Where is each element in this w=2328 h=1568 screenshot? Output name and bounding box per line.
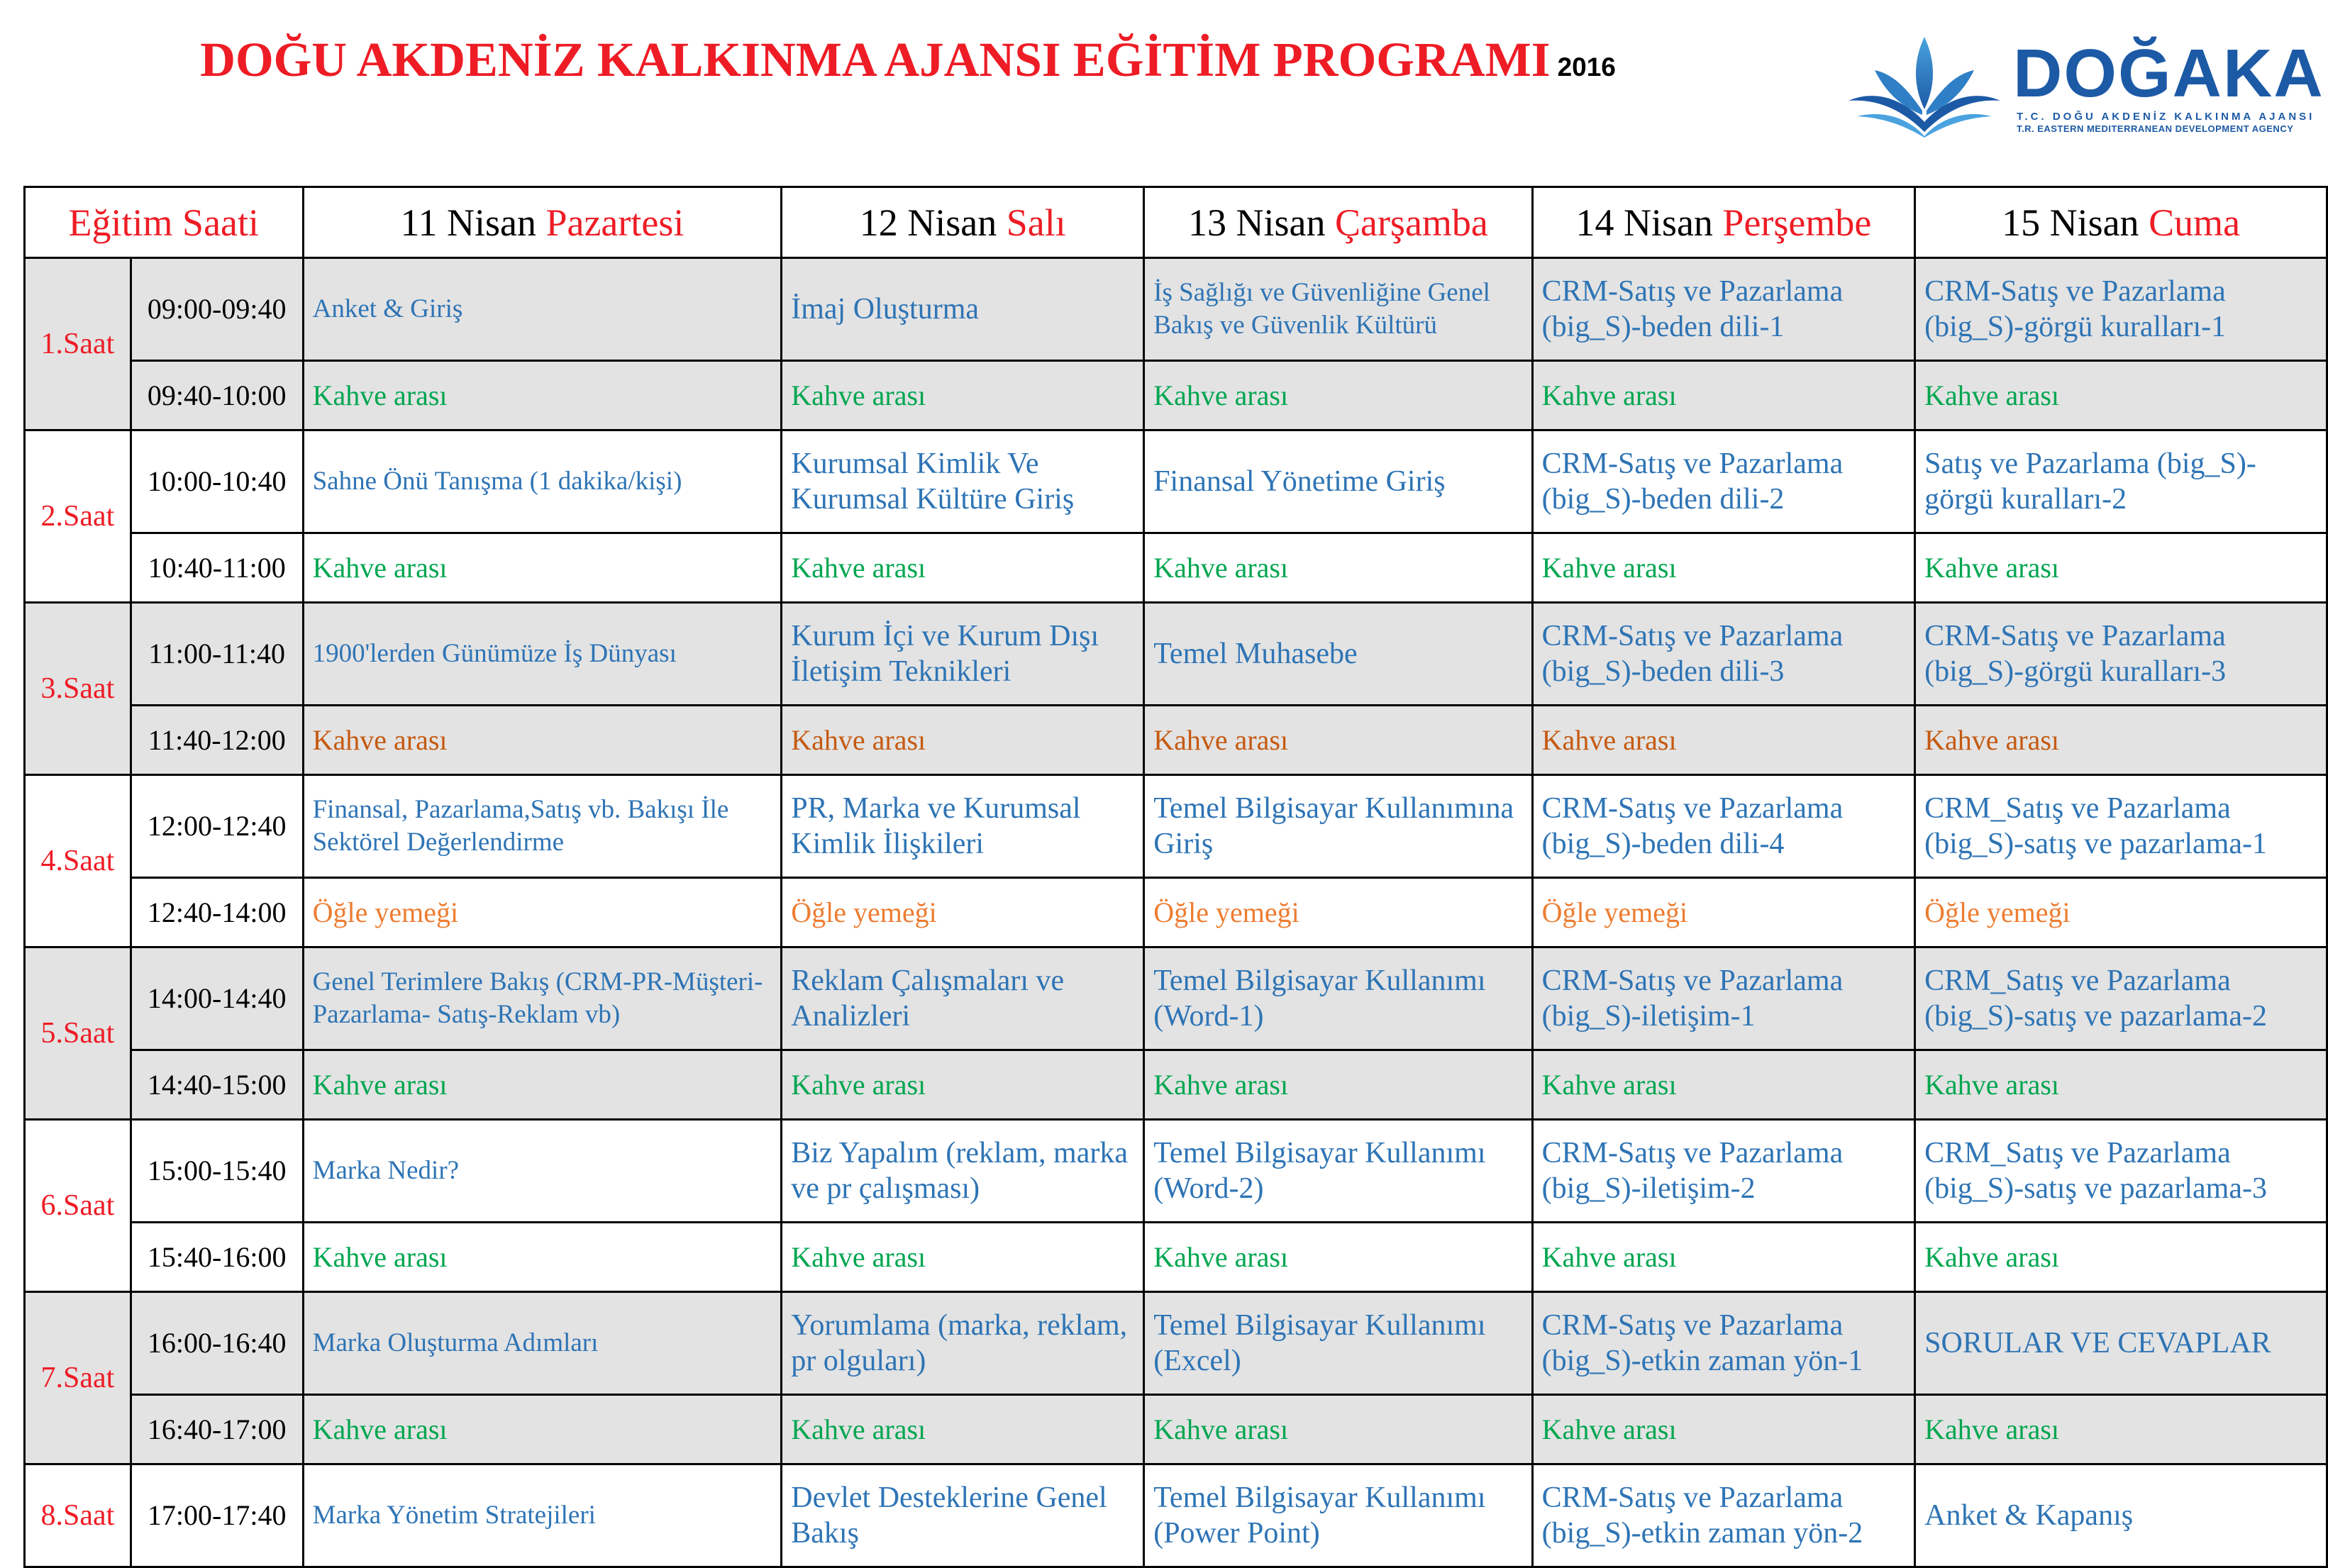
slot-label: 8.Saat [25, 1464, 131, 1567]
session-cell: CRM_Satış ve Pazarlama (big_S)-satış ve pazarlama-1 [1915, 775, 2327, 878]
session-row [25, 258, 2327, 361]
page-title: DOĞU AKDENİZ KALKINMA AJANSI EĞİTİM PROGRAMI [200, 33, 1551, 87]
session-cell: Satış ve Pazarlama (big_S)-görgü kuralları-2 [1915, 430, 2327, 533]
break-cell: Kahve arası [1532, 1223, 1914, 1292]
session-cell: Anket & Giriş [303, 258, 782, 361]
session-row [25, 430, 2327, 533]
session-row [25, 775, 2327, 878]
break-cell: Kahve arası [1915, 1223, 2327, 1292]
session-cell: Temel Muhasebe [1144, 603, 1532, 706]
break-cell: Kahve arası [1144, 706, 1532, 775]
session-cell: Reklam Çalışmaları ve Analizleri [782, 947, 1144, 1050]
break-cell: Kahve arası [303, 706, 782, 775]
slot-label: 4.Saat [25, 775, 131, 947]
day-header-tuesday: 12 Nisan Salı [782, 187, 1144, 258]
session-cell: Marka Oluşturma Adımları [303, 1292, 782, 1395]
session-cell: CRM-Satış ve Pazarlama (big_S)-etkin zaman yön-1 [1532, 1292, 1914, 1395]
header-row [25, 187, 2327, 258]
slot-label: 3.Saat [25, 603, 131, 775]
session-cell: Genel Terimlere Bakış (CRM-PR-Müşteri-Pazarlama- Satış-Reklam vb) [303, 947, 782, 1050]
time-cell: 09:00-09:40 [131, 258, 303, 361]
session-cell: CRM-Satış ve Pazarlama (big_S)-beden dili-4 [1532, 775, 1914, 878]
corner-header: Eğitim Saati [25, 187, 304, 258]
session-row [25, 1464, 2327, 1567]
break-cell: Kahve arası [303, 1395, 782, 1464]
time-cell: 16:40-17:00 [131, 1395, 303, 1464]
logo-subtitle-tr: T.C. DOĞU AKDENİZ KALKINMA AJANSI [2017, 111, 2315, 123]
break-cell: Kahve arası [782, 1050, 1144, 1120]
session-row [25, 947, 2327, 1050]
time-cell: 15:40-16:00 [131, 1223, 303, 1292]
break-cell: Kahve arası [1144, 533, 1532, 603]
break-cell: Kahve arası [782, 361, 1144, 430]
slot-label: 1.Saat [25, 258, 131, 430]
session-cell: Temel Bilgisayar Kullanımı (Excel) [1144, 1292, 1532, 1395]
lunch-cell: Öğle yemeği [1144, 878, 1532, 947]
logo-subtitle-en: T.R. EASTERN MEDITERRANEAN DEVELOPMENT AGENCY [2017, 123, 2294, 134]
session-cell: Biz Yapalım (reklam, marka ve pr çalışması) [782, 1120, 1144, 1223]
time-cell: 16:00-16:40 [131, 1292, 303, 1395]
break-cell: Kahve arası [303, 533, 782, 603]
lunch-cell: Öğle yemeği [1915, 878, 2327, 947]
time-cell: 10:40-11:00 [131, 533, 303, 603]
day-header-thursday: 14 Nisan Perşembe [1532, 187, 1914, 258]
session-cell: CRM-Satış ve Pazarlama (big_S)-beden dili-3 [1532, 603, 1914, 706]
break-row [25, 1395, 2327, 1464]
time-cell: 17:00-17:40 [131, 1464, 303, 1567]
time-cell: 12:00-12:40 [131, 775, 303, 878]
break-cell: Kahve arası [1144, 361, 1532, 430]
break-cell: Kahve arası [782, 706, 1144, 775]
break-cell: Kahve arası [1915, 533, 2327, 603]
day-header-friday: 15 Nisan Cuma [1915, 187, 2327, 258]
schedule-table [23, 186, 2328, 1568]
session-cell: Marka Nedir? [303, 1120, 782, 1223]
title-bar [0, 32, 1816, 88]
session-cell: CRM-Satış ve Pazarlama (big_S)-görgü kuralları-1 [1915, 258, 2327, 361]
session-cell: Temel Bilgisayar Kullanımına Giriş [1144, 775, 1532, 878]
session-cell: SORULAR VE CEVAPLAR [1915, 1292, 2327, 1395]
break-row [25, 1050, 2327, 1120]
session-cell: Finansal, Pazarlama,Satış vb. Bakışı İle Sektörel Değerlendirme [303, 775, 782, 878]
session-cell: CRM-Satış ve Pazarlama (big_S)-beden dili-2 [1532, 430, 1914, 533]
break-cell: Kahve arası [1532, 361, 1914, 430]
dogaka-logo [1843, 31, 2324, 138]
time-cell: 15:00-15:40 [131, 1120, 303, 1223]
session-cell: CRM-Satış ve Pazarlama (big_S)-iletişim-1 [1532, 947, 1914, 1050]
time-cell: 10:00-10:40 [131, 430, 303, 533]
break-row [25, 533, 2327, 603]
session-cell: CRM_Satış ve Pazarlama (big_S)-satış ve pazarlama-3 [1915, 1120, 2327, 1223]
break-cell: Kahve arası [1532, 1395, 1914, 1464]
break-row [25, 361, 2327, 430]
break-cell: Kahve arası [303, 361, 782, 430]
session-cell: PR, Marka ve Kurumsal Kimlik İlişkileri [782, 775, 1144, 878]
session-cell: Devlet Desteklerine Genel Bakış [782, 1464, 1144, 1567]
session-cell: Kurumsal Kimlik Ve Kurumsal Kültüre Giriş [782, 430, 1144, 533]
slot-label: 6.Saat [25, 1120, 131, 1292]
lunch-cell: Öğle yemeği [782, 878, 1144, 947]
session-row [25, 1120, 2327, 1223]
time-cell: 09:40-10:00 [131, 361, 303, 430]
session-cell: 1900'lerden Günümüze İş Dünyası [303, 603, 782, 706]
session-cell: Kurum İçi ve Kurum Dışı İletişim Teknikleri [782, 603, 1144, 706]
lotus-icon [1843, 31, 2006, 138]
session-cell: CRM-Satış ve Pazarlama (big_S)-iletişim-2 [1532, 1120, 1914, 1223]
session-cell: Sahne Önü Tanışma (1 dakika/kişi) [303, 430, 782, 533]
session-cell: CRM_Satış ve Pazarlama (big_S)-satış ve pazarlama-2 [1915, 947, 2327, 1050]
break-cell: Kahve arası [1915, 706, 2327, 775]
session-cell: Finansal Yönetime Giriş [1144, 430, 1532, 533]
break-cell: Kahve arası [1915, 1050, 2327, 1120]
session-cell: CRM-Satış ve Pazarlama (big_S)-beden dili-1 [1532, 258, 1914, 361]
lunch-cell: Öğle yemeği [1532, 878, 1914, 947]
lunch-cell: Öğle yemeği [303, 878, 782, 947]
session-cell: CRM-Satış ve Pazarlama (big_S)-etkin zaman yön-2 [1532, 1464, 1914, 1567]
session-cell: Temel Bilgisayar Kullanımı (Word-1) [1144, 947, 1532, 1050]
day-header-wednesday: 13 Nisan Çarşamba [1144, 187, 1532, 258]
slot-label: 5.Saat [25, 947, 131, 1120]
break-cell: Kahve arası [1532, 1050, 1914, 1120]
time-cell: 12:40-14:00 [131, 878, 303, 947]
break-cell: Kahve arası [1532, 706, 1914, 775]
break-cell: Kahve arası [303, 1223, 782, 1292]
session-cell: Yorumlama (marka, reklam, pr olguları) [782, 1292, 1144, 1395]
session-cell: Marka Yönetim Stratejileri [303, 1464, 782, 1567]
break-cell: Kahve arası [1144, 1395, 1532, 1464]
break-cell: Kahve arası [1532, 533, 1914, 603]
session-row [25, 1292, 2327, 1395]
break-row [25, 878, 2327, 947]
break-row [25, 1223, 2327, 1292]
break-row [25, 706, 2327, 775]
break-cell: Kahve arası [1144, 1050, 1532, 1120]
session-cell: Anket & Kapanış [1915, 1464, 2327, 1567]
session-cell: CRM-Satış ve Pazarlama (big_S)-görgü kuralları-3 [1915, 603, 2327, 706]
break-cell: Kahve arası [782, 1395, 1144, 1464]
slot-label: 7.Saat [25, 1292, 131, 1464]
break-cell: Kahve arası [782, 1223, 1144, 1292]
break-cell: Kahve arası [1915, 361, 2327, 430]
break-cell: Kahve arası [1915, 1395, 2327, 1464]
session-cell: İmaj Oluşturma [782, 258, 1144, 361]
session-row [25, 603, 2327, 706]
break-cell: Kahve arası [303, 1050, 782, 1120]
page-year: 2016 [1557, 52, 1616, 82]
time-cell: 14:40-15:00 [131, 1050, 303, 1120]
session-cell: Temel Bilgisayar Kullanımı (Word-2) [1144, 1120, 1532, 1223]
logo-name: DOĞAKA [2013, 35, 2324, 111]
day-header-monday: 11 Nisan Pazartesi [303, 187, 782, 258]
session-cell: İş Sağlığı ve Güvenliğine Genel Bakış ve Güvenlik Kültürü [1144, 258, 1532, 361]
slot-label: 2.Saat [25, 430, 131, 603]
break-cell: Kahve arası [1144, 1223, 1532, 1292]
time-cell: 11:40-12:00 [131, 706, 303, 775]
time-cell: 11:00-11:40 [131, 603, 303, 706]
session-cell: Temel Bilgisayar Kullanımı (Power Point) [1144, 1464, 1532, 1567]
time-cell: 14:00-14:40 [131, 947, 303, 1050]
break-cell: Kahve arası [782, 533, 1144, 603]
